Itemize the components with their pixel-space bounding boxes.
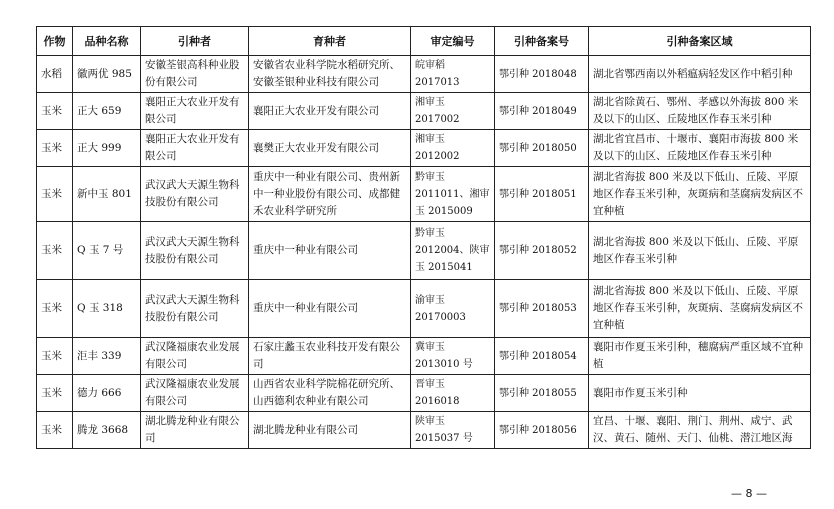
cell-introducer: 武汉武大天源生物科技股份有限公司 [141,222,249,280]
cell-record-no: 鄂引种 2018056 [495,412,589,449]
cell-approval-no: 陕审玉 2015037 号 [411,412,495,449]
cell-region: 湖北省鄂西南以外稻瘟病轻发区作中稻引种 [589,56,811,93]
cell-record-no: 鄂引种 2018050 [495,130,589,167]
cell-breeder: 重庆中一种业有限公司 [249,222,411,280]
cell-record-no: 鄂引种 2018051 [495,167,589,222]
cell-approval-no: 湘审玉 2012002 [411,130,495,167]
cell-region: 湖北省海拔 800 米及以下低山、丘陵、平原地区作春玉米引种，灰斑病和茎腐病发病区不宜种植 [589,167,811,222]
cell-breeder: 襄阳正大农业开发有限公司 [249,93,411,130]
cell-breeder: 襄樊正大农业开发有限公司 [249,130,411,167]
cell-variety: 腾龙 3668 [73,412,141,449]
table-row [37,375,811,412]
cell-crop: 玉米 [37,222,73,280]
header-region: 引种备案区域 [589,27,811,56]
cell-approval-no: 渝审玉 20170003 [411,280,495,338]
cell-record-no: 鄂引种 2018054 [495,338,589,375]
cell-crop: 玉米 [37,167,73,222]
cell-breeder: 安徽省农业科学院水稻研究所、安徽荃银种业科技有限公司 [249,56,411,93]
cell-introducer: 武汉武大天源生物科技股份有限公司 [141,167,249,222]
cell-variety: Q 玉 318 [73,280,141,338]
cell-breeder: 山西省农业科学院棉花研究所、山西德利农种业有限公司 [249,375,411,412]
cell-variety: 德力 666 [73,375,141,412]
table-header-row [37,27,811,56]
cell-variety: Q 玉 7 号 [73,222,141,280]
cell-approval-no: 湘审玉 2017002 [411,93,495,130]
header-crop: 作物 [37,27,73,56]
cell-crop: 玉米 [37,130,73,167]
cell-region: 襄阳市作夏玉米引种，穗腐病严重区域不宜种植 [589,338,811,375]
cell-introducer: 武汉武大天源生物科技股份有限公司 [141,280,249,338]
table-row [37,93,811,130]
cell-breeder: 重庆中一种业有限公司 [249,280,411,338]
table-row [37,130,811,167]
cell-breeder: 石家庄蠡玉农业科技开发有限公司 [249,338,411,375]
cell-introducer: 湖北腾龙种业有限公司 [141,412,249,449]
cell-introducer: 武汉隆福康农业发展有限公司 [141,338,249,375]
cell-introducer: 襄阳正大农业开发有限公司 [141,93,249,130]
cell-crop: 玉米 [37,338,73,375]
table-row [37,338,811,375]
cell-record-no: 鄂引种 2018053 [495,280,589,338]
table-row [37,222,811,280]
cell-crop: 水稻 [37,56,73,93]
cell-approval-no: 黔审玉 2011011、湘审玉 2015009 [411,167,495,222]
variety-registry-table [36,26,811,449]
cell-variety: 正大 999 [73,130,141,167]
header-breeder: 育种者 [249,27,411,56]
cell-region: 湖北省宜昌市、十堰市、襄阳市海拔 800 米及以下的山区、丘陵地区作春玉米引种 [589,130,811,167]
cell-approval-no: 晋审玉 2016018 [411,375,495,412]
cell-crop: 玉米 [37,375,73,412]
cell-crop: 玉米 [37,280,73,338]
header-approval-no: 审定编号 [411,27,495,56]
cell-record-no: 鄂引种 2018052 [495,222,589,280]
page-number: — 8 — [731,487,767,500]
cell-variety: 正大 659 [73,93,141,130]
cell-record-no: 鄂引种 2018055 [495,375,589,412]
cell-region: 湖北省除黄石、鄂州、孝感以外海拔 800 米及以下的山区、丘陵地区作春玉米引种 [589,93,811,130]
cell-crop: 玉米 [37,412,73,449]
cell-crop: 玉米 [37,93,73,130]
cell-record-no: 鄂引种 2018048 [495,56,589,93]
cell-variety: 新中玉 801 [73,167,141,222]
cell-introducer: 武汉隆福康农业发展有限公司 [141,375,249,412]
table-row [37,412,811,449]
cell-variety: 洰丰 339 [73,338,141,375]
header-introducer: 引种者 [141,27,249,56]
cell-approval-no: 冀审玉 2013010 号 [411,338,495,375]
cell-introducer: 安徽荃银高科种业股份有限公司 [141,56,249,93]
cell-region: 湖北省海拔 800 米及以下低山、丘陵、平原地区作春玉米引种，灰斑病、茎腐病发病区不宜种植 [589,280,811,338]
cell-breeder: 湖北腾龙种业有限公司 [249,412,411,449]
table-row [37,167,811,222]
cell-approval-no: 黔审玉 2012004、陕审玉 2015041 [411,222,495,280]
table-row [37,56,811,93]
cell-region: 襄阳市作夏玉米引种 [589,375,811,412]
cell-region: 宜昌、十堰、襄阳、荆门、荆州、咸宁、武汉、黄石、随州、天门、仙桃、潜江地区海 [589,412,811,449]
cell-variety: 徽两优 985 [73,56,141,93]
cell-region: 湖北省海拔 800 米及以下低山、丘陵、平原地区作春玉米引种 [589,222,811,280]
cell-introducer: 襄阳正大农业开发有限公司 [141,130,249,167]
header-variety: 品种名称 [73,27,141,56]
cell-approval-no: 皖审稻 2017013 [411,56,495,93]
table-row [37,280,811,338]
header-record-no: 引种备案号 [495,27,589,56]
cell-record-no: 鄂引种 2018049 [495,93,589,130]
cell-breeder: 重庆中一种业有限公司、贵州新中一种业股份有限公司、成都健禾农业科学研究所 [249,167,411,222]
